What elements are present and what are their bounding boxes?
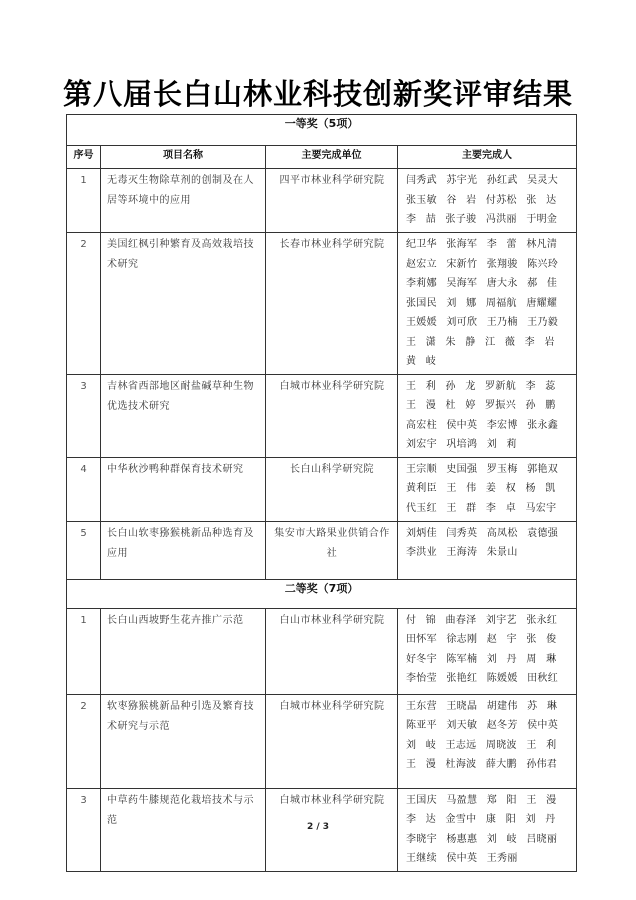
completion-people: 纪卫华 张海军 李 蕾 林凡清 赵宏立 宋新竹 张翔骏 陈兴玲 李莉娜 吴海军 唐大永 郝 佳 张国民 刘 娜 周福航 唐耀耀 王媛媛 刘可欣 王乃楠 王乃毅 王 潇 朱 静 江 薇 李 岩 黄 岐 (398, 233, 577, 375)
completion-people: 王宗顺 史国强 罗玉梅 郭艳双 黄利臣 王 伟 姜 权 杨 凯 代玉红 王 群 李 卓 马宏宇 (398, 457, 577, 521)
completion-people: 王 利 孙 龙 罗新航 李 蕊 王 漫 杜 婷 罗振兴 孙 鹏 高宏柱 侯中英 李宏博 张永鑫 刘宏宇 巩培鸿 刘 莉 (398, 374, 577, 457)
row-number: 3 (67, 374, 101, 457)
table-row (67, 521, 577, 579)
column-header: 序号 (67, 146, 101, 169)
project-name: 中草药牛膝规范化栽培技术与示范 (101, 788, 266, 871)
column-header: 项目名称 (101, 146, 266, 169)
award-section-heading (67, 115, 577, 146)
table-row (67, 608, 577, 694)
project-name: 吉林省西部地区耐盐碱草种生物优选技术研究 (101, 374, 266, 457)
row-number: 1 (67, 169, 101, 233)
table-row (67, 694, 577, 788)
project-name: 中华秋沙鸭种群保育技术研究 (101, 457, 266, 521)
completion-people: 王国庆 马盈慧 郑 阳 王 漫 李 达 金雪中 康 阳 刘 丹 李晓宇 杨惠惠 刘 岐 吕晓丽 王继续 侯中英 王秀丽 (398, 788, 577, 871)
column-header: 主要完成人 (398, 146, 577, 169)
completion-unit: 白城市林业科学研究院 (266, 788, 398, 871)
completion-unit: 白山市林业科学研究院 (266, 608, 398, 694)
completion-people: 王东营 王晓晶 胡建伟 苏 琳 陈亚平 刘天敏 赵冬芳 侯中英 刘 岐 王志远 周晓波 王 利 王 漫 杜海波 薛大鹏 孙伟君 (398, 694, 577, 788)
award-level-label: 二等奖（7项） (67, 579, 577, 608)
award-section-heading (67, 579, 577, 608)
completion-people: 付 锦 曲春泽 刘宇艺 张永红 田怀军 徐志刚 赵 宇 张 俊 好冬宇 陈军楠 刘 丹 周 琳 李怡莹 张艳红 陈媛媛 田秋红 (398, 608, 577, 694)
project-name: 长白山软枣猕猴桃新品种选育及应用 (101, 521, 266, 579)
document-title: 第八届长白山林业科技创新奖评审结果 (62, 77, 573, 111)
project-name: 美国红枫引种繁育及高效栽培技术研究 (101, 233, 266, 375)
project-name: 长白山西坡野生花卉推广示范 (101, 608, 266, 694)
table-header-row (67, 146, 577, 169)
completion-unit: 长春市林业科学研究院 (266, 233, 398, 375)
award-level-label: 一等奖（5项） (67, 115, 577, 146)
results-table (66, 114, 577, 872)
table-row (67, 457, 577, 521)
row-number: 3 (67, 788, 101, 871)
completion-unit: 白城市林业科学研究院 (266, 694, 398, 788)
column-header: 主要完成单位 (266, 146, 398, 169)
table-row (67, 374, 577, 457)
row-number: 4 (67, 457, 101, 521)
results-table-body (67, 115, 577, 872)
row-number: 2 (67, 233, 101, 375)
row-number: 1 (67, 608, 101, 694)
completion-unit: 四平市林业科学研究院 (266, 169, 398, 233)
project-name: 无毒灭生物除草剂的创制及在人居等环境中的应用 (101, 169, 266, 233)
table-row (67, 169, 577, 233)
row-number: 2 (67, 694, 101, 788)
completion-unit: 白城市林业科学研究院 (266, 374, 398, 457)
page-number: 2 / 3 (306, 822, 330, 832)
row-number: 5 (67, 521, 101, 579)
completion-unit: 集安市大路果业供销合作社 (266, 521, 398, 579)
completion-unit: 长白山科学研究院 (266, 457, 398, 521)
completion-people: 闫秀武 苏宇光 孙红武 吴灵大 张玉敏 谷 岩 付苏松 张 达 李 喆 张子骏 冯洪丽 于明金 (398, 169, 577, 233)
table-row (67, 233, 577, 375)
project-name: 软枣猕猴桃新品种引选及繁育技术研究与示范 (101, 694, 266, 788)
completion-people: 刘炳佳 闫秀英 高凤松 袁德强 李洪业 王海涛 朱景山 (398, 521, 577, 579)
